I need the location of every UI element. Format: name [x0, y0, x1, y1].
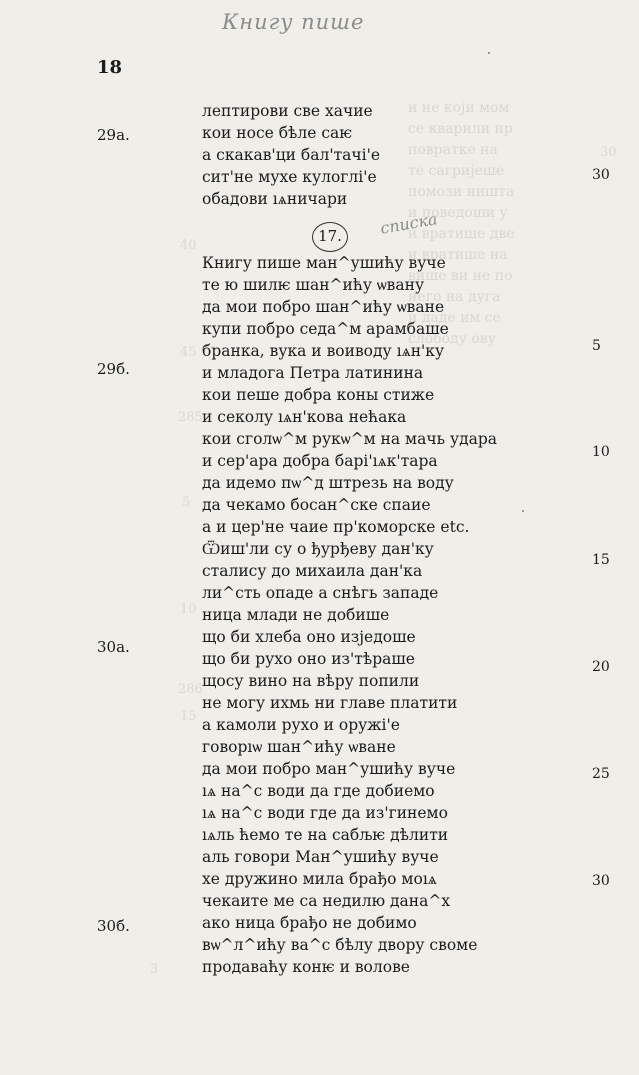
verse-line: а и цер'не чаие пр'коморске etc.	[202, 518, 470, 536]
verse-line: ли^сть опаде а снѣгь западе	[202, 584, 439, 602]
handwritten-annotation-top: Книгу пише	[222, 10, 365, 34]
poem-number: 17.	[318, 227, 342, 245]
verse-line: и секолу ıѧн'кова нећака	[202, 408, 407, 426]
verse-line: вѡ^л^ићу ва^с бѣлу двору своме	[202, 936, 478, 954]
verse-line: аль говори Ман^ушићу вуче	[202, 848, 439, 866]
bleed-number: 10	[180, 602, 197, 617]
verse-line: да идемо пѡ^д штрезь на воду	[202, 474, 454, 492]
verse-line: що би хлеба оно изједоше	[202, 628, 416, 646]
bleed-number: 286	[178, 682, 203, 697]
verse-line: кои носе бѣле саѥ	[202, 124, 353, 142]
bleed-number: 45	[180, 345, 197, 360]
folio-marker: 29а.	[97, 126, 130, 144]
line-number: 10	[592, 444, 610, 460]
verse-line: кои сголѡ^м рукѡ^м на мачь удара	[202, 430, 498, 448]
paper-speck	[522, 510, 524, 512]
verse-line: да мои побро шан^ићу ѡване	[202, 298, 445, 316]
line-number: 25	[592, 766, 610, 782]
verse-line: а скакав'ци бал'тачі'е	[202, 146, 381, 164]
verse-line: щосу вино на вѣру попили	[202, 672, 420, 690]
bleed-line: и поведоши у	[408, 205, 508, 221]
verse-line: говорıѡ шан^ићу ѡване	[202, 738, 396, 756]
bleed-line: и вратише две	[408, 226, 515, 242]
bleed-number: 15	[180, 709, 197, 724]
verse-line: Ѿиш'ли су о ђурђеву дан'ку	[202, 540, 434, 558]
poem-number-badge	[312, 222, 348, 252]
bleed-line: се кварили пр	[408, 121, 513, 137]
verse-line: да мои побро ман^ушићу вуче	[202, 760, 456, 778]
bleed-line: повратке на	[408, 142, 498, 158]
bleed-number: 5	[182, 495, 191, 510]
verse-line: не могу ихмь ни главе платити	[202, 694, 458, 712]
verse-line: кои пеше добра коны стиже	[202, 386, 435, 404]
folio-marker: 30а.	[97, 638, 130, 656]
verse-line: те ю шилѥ шан^ићу ѡвану	[202, 276, 425, 294]
verse-line: Книгу пише ман^ушићу вуче	[202, 254, 446, 272]
handwritten-annotation-side: списка	[378, 209, 439, 238]
folio-marker: 30б.	[97, 917, 130, 935]
verse-line: ıѧль ћемо те на сабљѥ дѣлити	[202, 826, 449, 844]
page-number: 18	[97, 57, 123, 78]
bleed-line: и не који мом	[408, 100, 510, 116]
bleed-line: те сагријеше	[408, 163, 505, 179]
verse-line: и сер'ара добра барі'ıѧк'тара	[202, 452, 438, 470]
verse-line: сталису до михаила дан'ка	[202, 562, 423, 580]
line-number: 30	[592, 167, 610, 183]
verse-line: продаваћу конѥ и волове	[202, 958, 410, 976]
verse-line: що би рухо оно из'тѣраше	[202, 650, 415, 668]
bleed-number: 285	[178, 410, 203, 425]
bleed-line: вишe ви не по	[408, 268, 513, 284]
bleed-line: помози ништа	[408, 184, 515, 200]
verse-line: купи побро седа^м арамбаше	[202, 320, 449, 338]
bleed-number: 40	[180, 238, 197, 253]
verse-line: хе дружино мила брађо моıѧ	[202, 870, 437, 888]
line-number: 20	[592, 659, 610, 675]
verse-line: бранка, вука и воиводу ıѧн'ку	[202, 342, 445, 360]
bleed-number: 30	[600, 145, 617, 160]
verse-line: ница млади не добише	[202, 606, 390, 624]
verse-line: да чекамо босан^ске спаие	[202, 496, 431, 514]
bleed-line: него на дуга	[408, 289, 501, 305]
bleed-line: и даде им се	[408, 310, 501, 326]
verse-line: ıѧ на^с води да где добиемо	[202, 782, 435, 800]
bleed-line: слободу ову	[408, 331, 496, 347]
line-number: 15	[592, 552, 610, 568]
verse-line: обадови ıѧничари	[202, 190, 348, 208]
folio-marker: 29б.	[97, 360, 130, 378]
verse-line: лептирови све хачие	[202, 102, 373, 120]
verse-line: и младога Петра латинина	[202, 364, 424, 382]
bleed-line: и вратише на	[408, 247, 508, 263]
verse-line: сит'не мухе кулоглі'е	[202, 168, 377, 186]
bleed-number: 3	[150, 962, 159, 977]
line-number: 30	[592, 873, 610, 889]
paper-speck	[488, 52, 490, 54]
verse-line: ıѧ на^с води где да из'гинемо	[202, 804, 448, 822]
verse-line: а камоли рухо и оружі'е	[202, 716, 400, 734]
verse-line: чекаите ме са недилю дана^х	[202, 892, 451, 910]
line-number: 5	[592, 338, 601, 354]
verse-line: ако ница брађо не добимо	[202, 914, 417, 932]
